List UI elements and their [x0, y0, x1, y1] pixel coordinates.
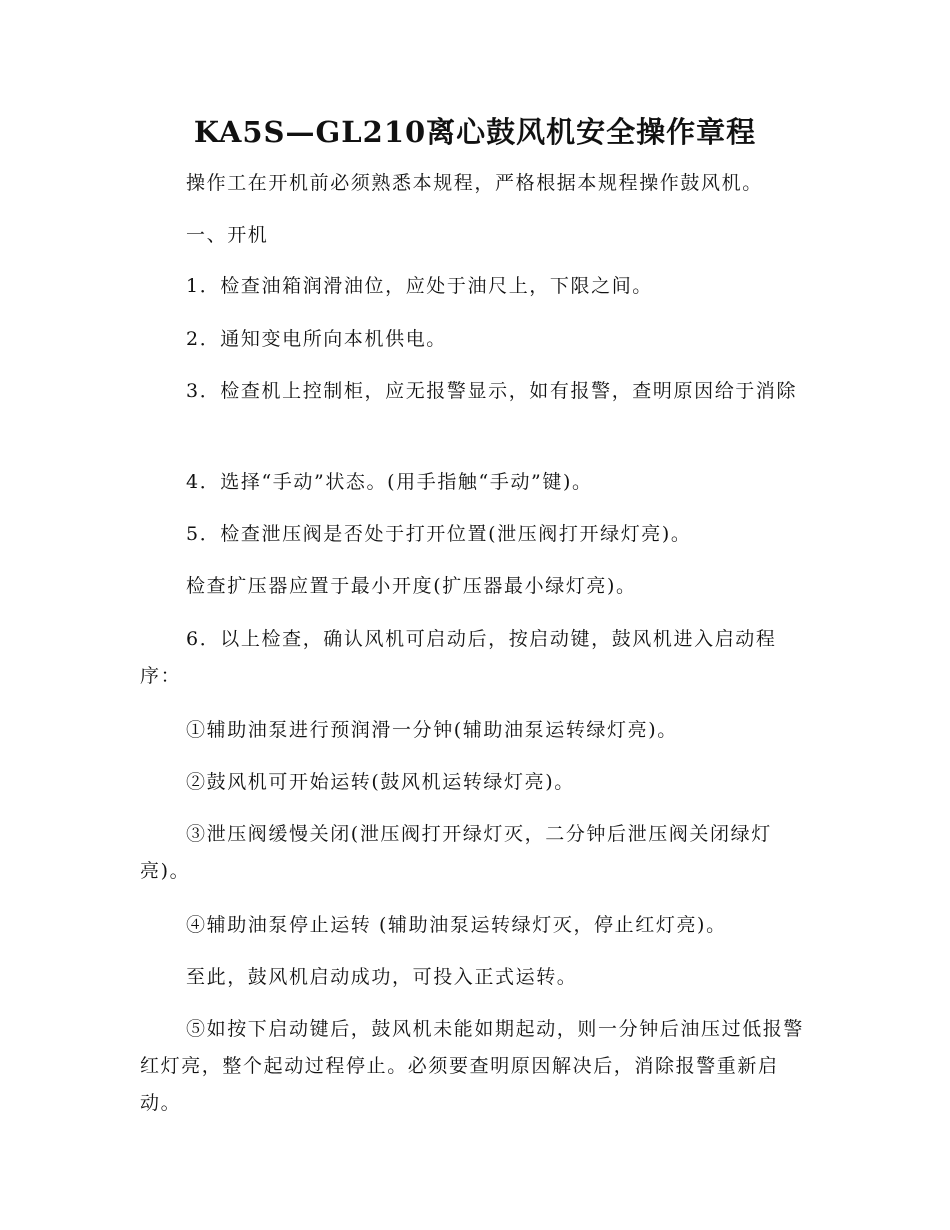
step-4: 4．选择“手动”状态。(用手指触“手动”键)。: [186, 471, 593, 493]
substep-5: ⑤如按下启动键后，鼓风机未能如期起动，则一分钟后油压过低报警红灯亮，整个起动过程停止。必须要查明原因解决后，消除报警重新启动。: [140, 1018, 805, 1114]
substep-1: ①辅助油泵进行预润滑一分钟(辅助油泵运转绿灯亮)。: [186, 719, 678, 741]
step-1: 1．检查油箱润滑油位，应处于油尺上，下限之间。: [186, 275, 653, 297]
step-5-note: 检查扩压器应置于最小开度(扩压器最小绿灯亮)。: [186, 575, 637, 597]
substep-2: ②鼓风机可开始运转(鼓风机运转绿灯亮)。: [186, 771, 575, 793]
step-5: 5．检查泄压阀是否处于打开位置(泄压阀打开绿灯亮)。: [186, 523, 692, 545]
section-heading-startup: 一、开机: [186, 224, 269, 246]
paragraph-intro: 操作工在开机前必须熟悉本规程，严格根据本规程操作鼓风机。: [186, 172, 763, 194]
substep-4: ④辅助油泵停止运转 (辅助油泵运转绿灯灭，停止红灯亮)。: [186, 914, 727, 936]
step-3: 3．检查机上控制柜，应无报警显示，如有报警，查明原因给于消除: [186, 380, 798, 402]
startup-complete-note: 至此，鼓风机启动成功，可投入正式运转。: [186, 966, 578, 988]
step-2: 2．通知变电所向本机供电。: [186, 328, 447, 350]
substep-3: ③泄压阀缓慢关闭(泄压阀打开绿灯灭，二分钟后泄压阀关闭绿灯亮)。: [140, 823, 772, 882]
document-title: KA5S—GL210离心鼓风机安全操作章程: [193, 115, 757, 149]
step-6: 6．以上检查，确认风机可启动后，按启动键，鼓风机进入启动程序：: [140, 628, 777, 687]
